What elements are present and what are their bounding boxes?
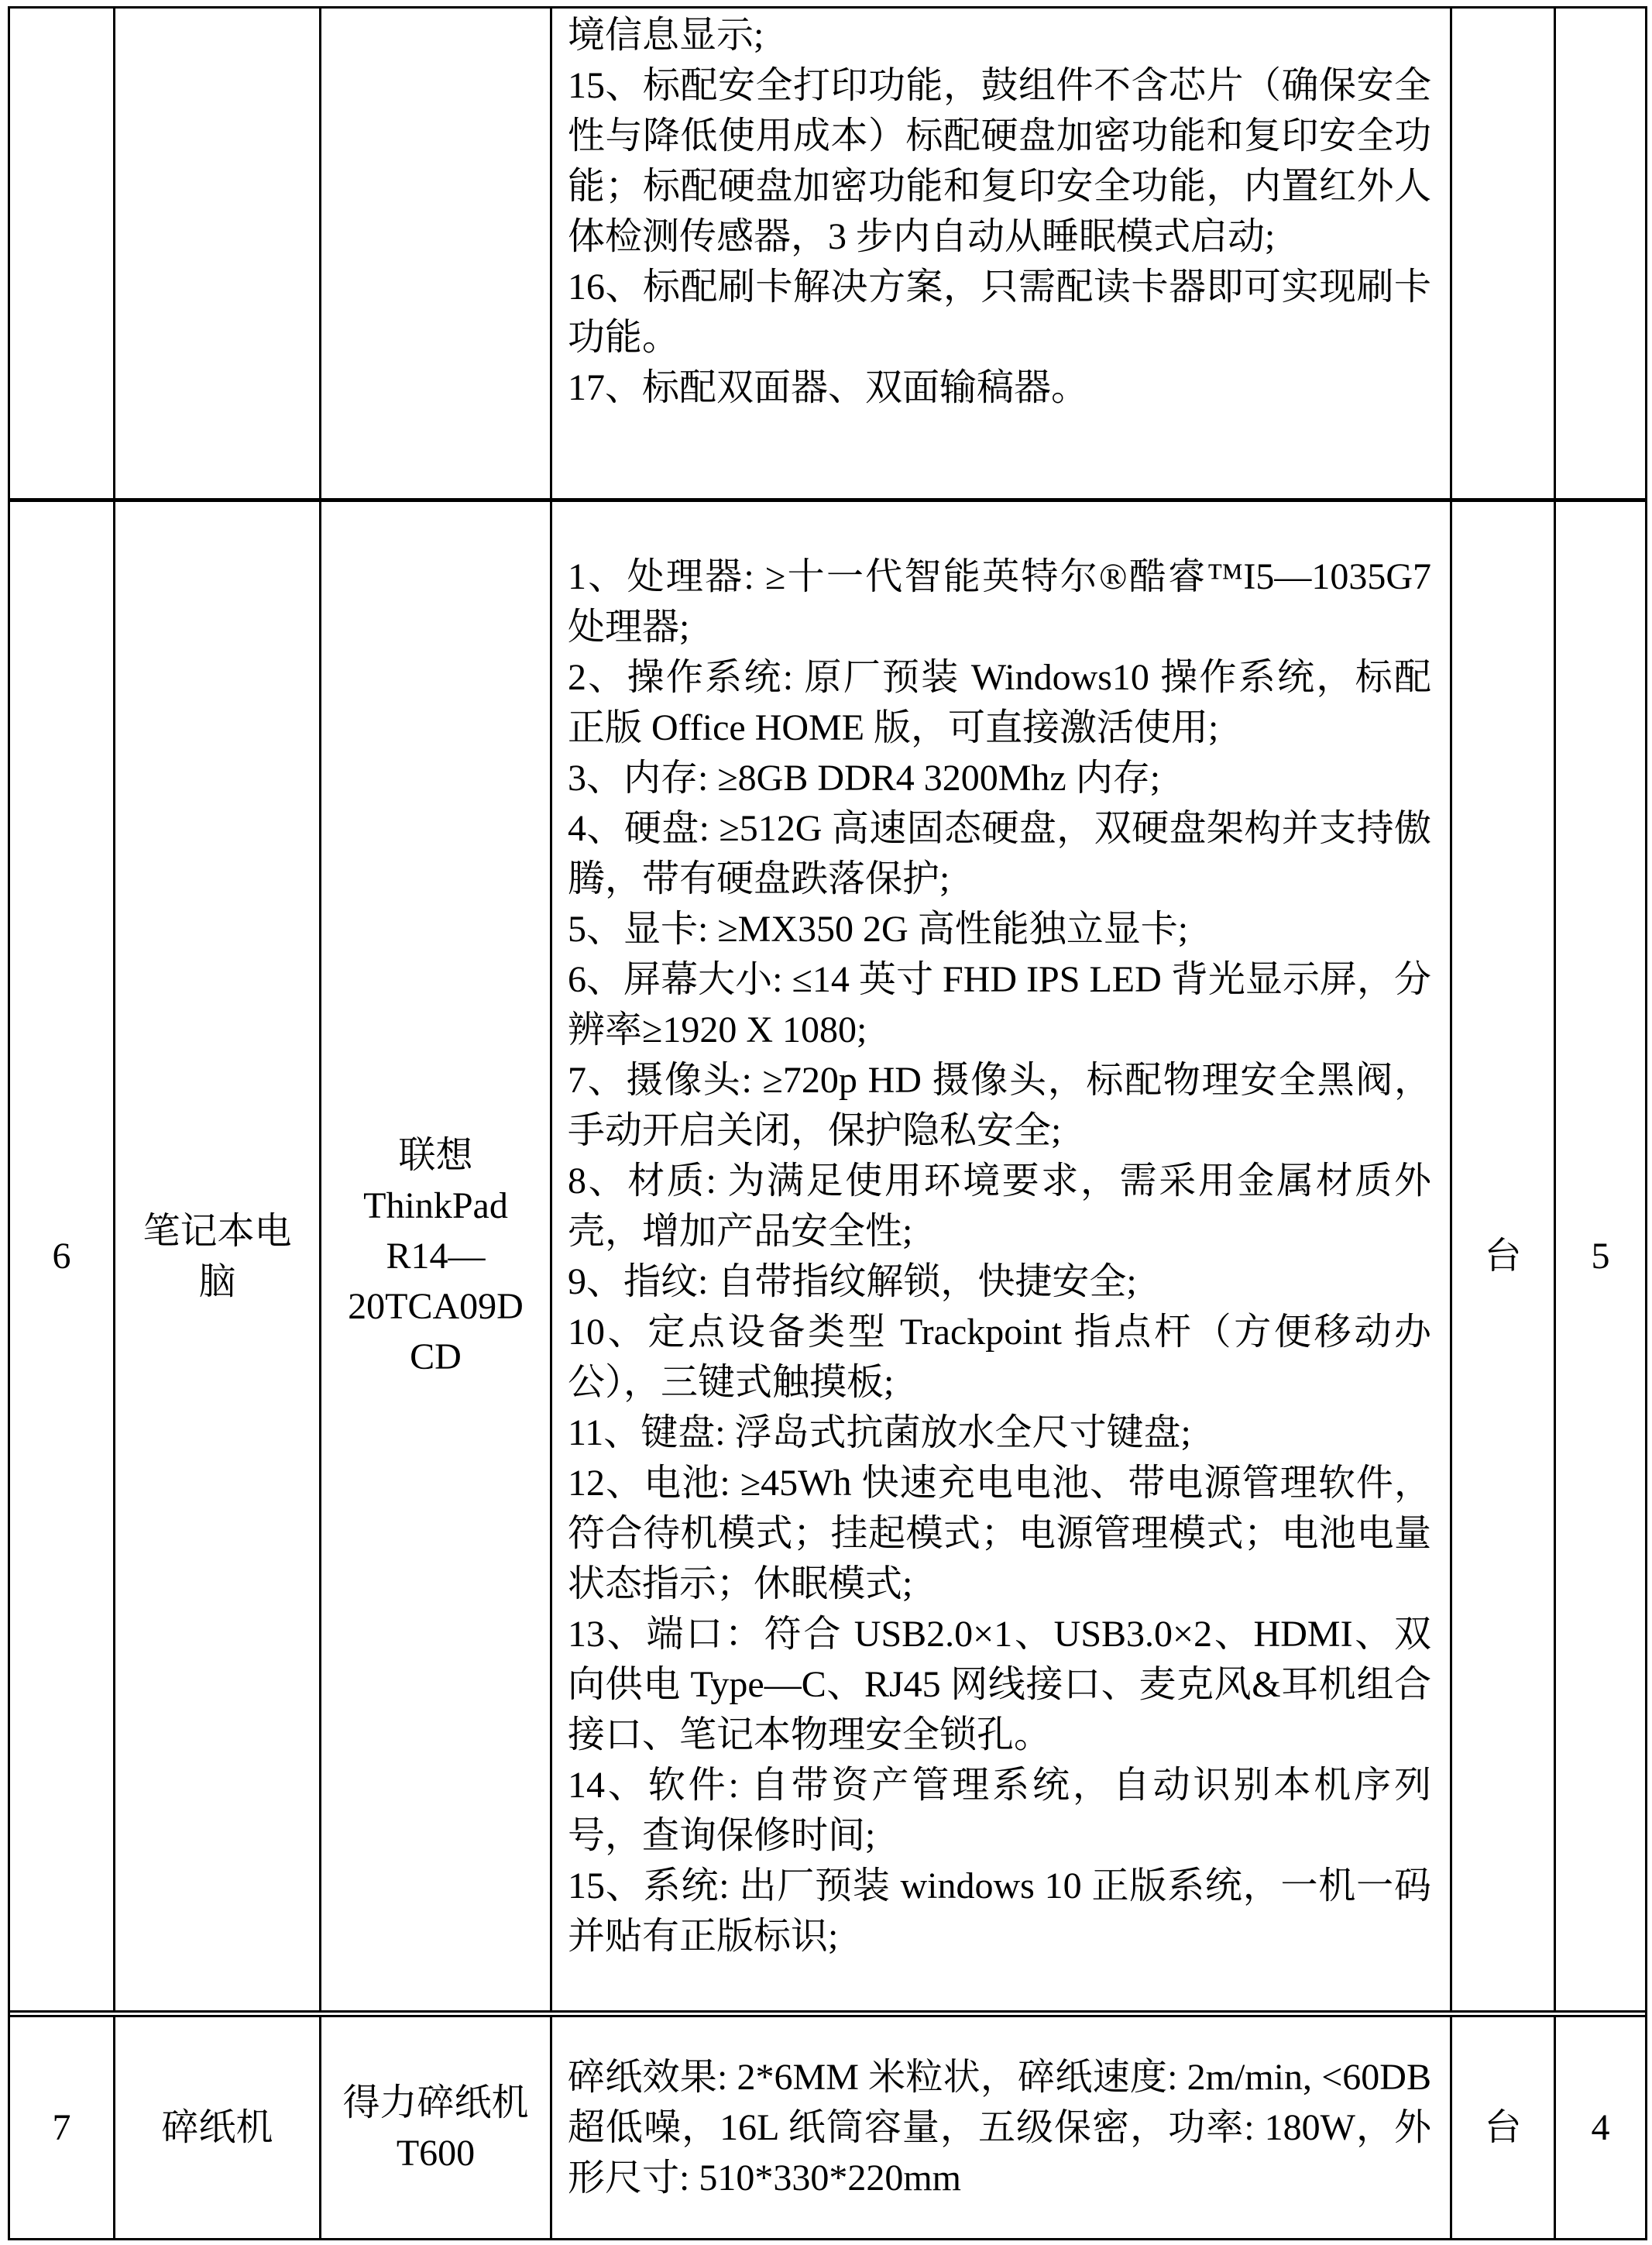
spec-paragraph: 14、软件: 自带资产管理系统，自动识别本机序列号，查询保修时间; — [568, 1764, 1431, 1856]
table-row — [10, 9, 1645, 502]
spec-paragraph: 1、处理器: ≥十一代智能英特尔®酷睿™I5—1035G7 处理器; — [568, 555, 1431, 648]
spec-paragraph: 15、系统: 出厂预装 windows 10 正版系统，一机一码并贴有正版标识; — [568, 1865, 1431, 1957]
item-name-line: 碎纸机 — [161, 2107, 273, 2148]
spec-paragraph: 9、指纹: 自带指纹解锁，快捷安全; — [568, 1260, 1137, 1302]
unit-cell: 台 — [1452, 2017, 1556, 2238]
spec-paragraph: 10、定点设备类型 Trackpoint 指点杆（方便移动办公），三键式触摸板; — [568, 1311, 1431, 1403]
seq-cell: 6 — [10, 502, 115, 2010]
model-line: 得力碎纸机 — [342, 2082, 529, 2123]
model-cell — [321, 502, 552, 2010]
item-name-cell — [115, 502, 321, 2010]
item-name-lines — [115, 2102, 319, 2153]
item-name-cell — [115, 9, 321, 498]
model-line: 联想 — [398, 1135, 473, 1176]
item-name-line: 笔记本电 — [143, 1210, 292, 1252]
procurement-table — [8, 6, 1647, 2240]
model-line: CD — [410, 1336, 462, 1377]
spec-paragraph: 13、端口：符合 USB2.0×1、USB3.0×2、HDMI、双向供电 Type—C、RJ45 网线接口、麦克风&耳机组合接口、笔记本物理安全锁孔。 — [568, 1613, 1431, 1755]
spec-paragraphs — [568, 10, 1431, 413]
item-name-lines — [115, 1206, 319, 1307]
item-name-cell — [115, 2017, 321, 2238]
spec-paragraph: 2、操作系统: 原厂预装 Windows10 操作系统，标配正版 Office HOME 版，可直接激活使用; — [568, 656, 1431, 748]
model-cell — [321, 2017, 552, 2238]
qty-cell — [1556, 9, 1645, 498]
model-lines — [321, 1130, 550, 1382]
model-line: T600 — [396, 2132, 476, 2174]
spec-cell — [552, 9, 1452, 498]
model-line: 20TCA09D — [348, 1286, 524, 1327]
model-line: ThinkPad — [363, 1185, 508, 1226]
qty-cell: 5 — [1591, 1236, 1610, 1277]
spec-paragraph: 6、屏幕大小: ≤14 英寸 FHD IPS LED 背光显示屏，分辨率≥1920 X 1080; — [568, 958, 1431, 1050]
seq-cell — [10, 9, 115, 498]
spec-paragraph: 8、材质: 为满足使用环境要求，需采用金属材质外壳，增加产品安全性; — [568, 1160, 1431, 1252]
unit-cell — [1452, 9, 1556, 498]
spec-paragraph: 境信息显示; — [568, 15, 764, 56]
unit-cell: 台 — [1452, 502, 1556, 2010]
spec-paragraph: 15、标配安全打印功能，鼓组件不含芯片（确保安全性与降低使用成本）标配硬盘加密功能和复印安全功能；标配硬盘加密功能和复印安全功能，内置红外人体检测传感器，3 步内自动从睡眠模式启动; — [568, 65, 1431, 257]
table-row — [10, 502, 1645, 2017]
model-lines — [321, 2078, 550, 2178]
spec-cell — [552, 2017, 1452, 2238]
spec-paragraph: 11、键盘: 浮岛式抗菌放水全尺寸键盘; — [568, 1411, 1191, 1453]
spec-paragraph: 12、电池: ≥45Wh 快速充电电池、带电源管理软件，符合待机模式；挂起模式；电源管理模式；电池电量状态指示；休眠模式; — [568, 1462, 1431, 1604]
spec-paragraph: 17、标配双面器、双面输稿器。 — [568, 367, 1089, 408]
spec-paragraph: 碎纸效果: 2*6MM 米粒状，碎纸速度: 2m/min, <60DB 超低噪，16L 纸筒容量，五级保密，功率: 180W，外形尺寸: 510*330*220mm — [568, 2057, 1431, 2199]
spec-paragraph: 4、硬盘: ≥512G 高速固态硬盘，双硬盘架构并支持傲腾，带有硬盘跌落保护; — [568, 807, 1431, 899]
spec-paragraphs — [568, 552, 1431, 1961]
seq-cell: 7 — [10, 2017, 115, 2238]
spec-paragraphs — [568, 2052, 1431, 2203]
qty-cell: 4 — [1591, 2107, 1610, 2148]
table-row — [10, 2017, 1645, 2238]
spec-cell — [552, 502, 1452, 2010]
spec-paragraph: 7、摄像头: ≥720p HD 摄像头，标配物理安全黑阀，手动开启关闭，保护隐私安全; — [568, 1059, 1431, 1151]
spec-paragraph: 16、标配刷卡解决方案，只需配读卡器即可实现刷卡功能。 — [568, 266, 1431, 358]
item-name-line: 脑 — [198, 1260, 236, 1302]
spec-paragraph: 3、内存: ≥8GB DDR4 3200Mhz 内存; — [568, 757, 1161, 799]
model-line: R14— — [386, 1236, 486, 1277]
spec-paragraph: 5、显卡: ≥MX350 2G 高性能独立显卡; — [568, 908, 1189, 950]
model-cell — [321, 9, 552, 498]
